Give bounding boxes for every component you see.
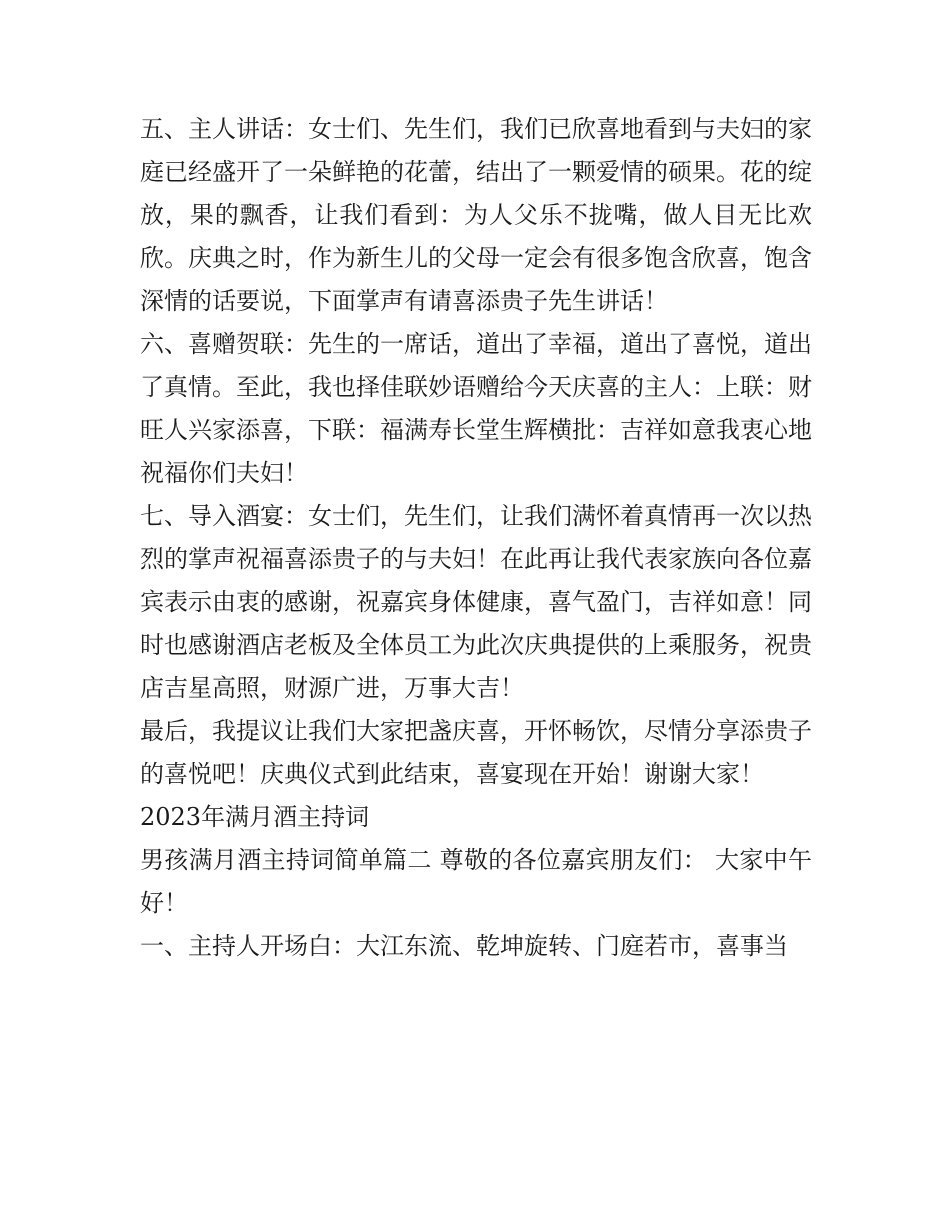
paragraph-greeting: 男孩满月酒主持词简单篇二 尊敬的各位嘉宾朋友们： 大家中午好！ <box>140 846 812 917</box>
paragraph-banquet-intro: 七、导入酒宴：女士们，先生们，让我们满怀着真情再一次以热烈的掌声祝福喜添贵子的与夫妇！在此再让我代表家族向各位嘉宾表示由衷的感谢，祝嘉宾身体健康，喜气盈门，吉祥如意！同时也感谢酒店老板及全体员工为此次庆典提供的上乘服务，祝贵店吉星高照，财源广进，万事大吉！ <box>140 502 812 702</box>
document-page <box>140 108 812 968</box>
paragraph-couplet-gift: 六、喜赠贺联：先生的一席话，道出了幸福，道出了喜悦，道出了真情。至此，我也择佳联妙语赠给今天庆喜的主人：上联：财旺人兴家添喜，下联：福满寿长堂生辉横批：吉祥如意我衷心地祝福你们夫妇！ <box>140 330 812 487</box>
paragraph-opening: 一、主持人开场白：大江东流、乾坤旋转、门庭若市，喜事当 <box>140 932 788 960</box>
section-title: 2023年满月酒主持词 <box>140 803 370 831</box>
paragraph-closing: 最后，我提议让我们大家把盏庆喜，开怀畅饮，尽情分享添贵子的喜悦吧！庆典仪式到此结束，喜宴现在开始！谢谢大家！ <box>140 717 812 788</box>
paragraph-host-speech: 五、主人讲话：女士们、先生们，我们已欣喜地看到与夫妇的家庭已经盛开了一朵鲜艳的花蕾，结出了一颗爱情的硕果。花的绽放，果的飘香，让我们看到：为人父乐不拢嘴，做人目无比欢欣。庆典之时，作为新生儿的父母一定会有很多饱含欣喜，饱含深情的话要说，下面掌声有请喜添贵子先生讲话！ <box>140 115 812 315</box>
